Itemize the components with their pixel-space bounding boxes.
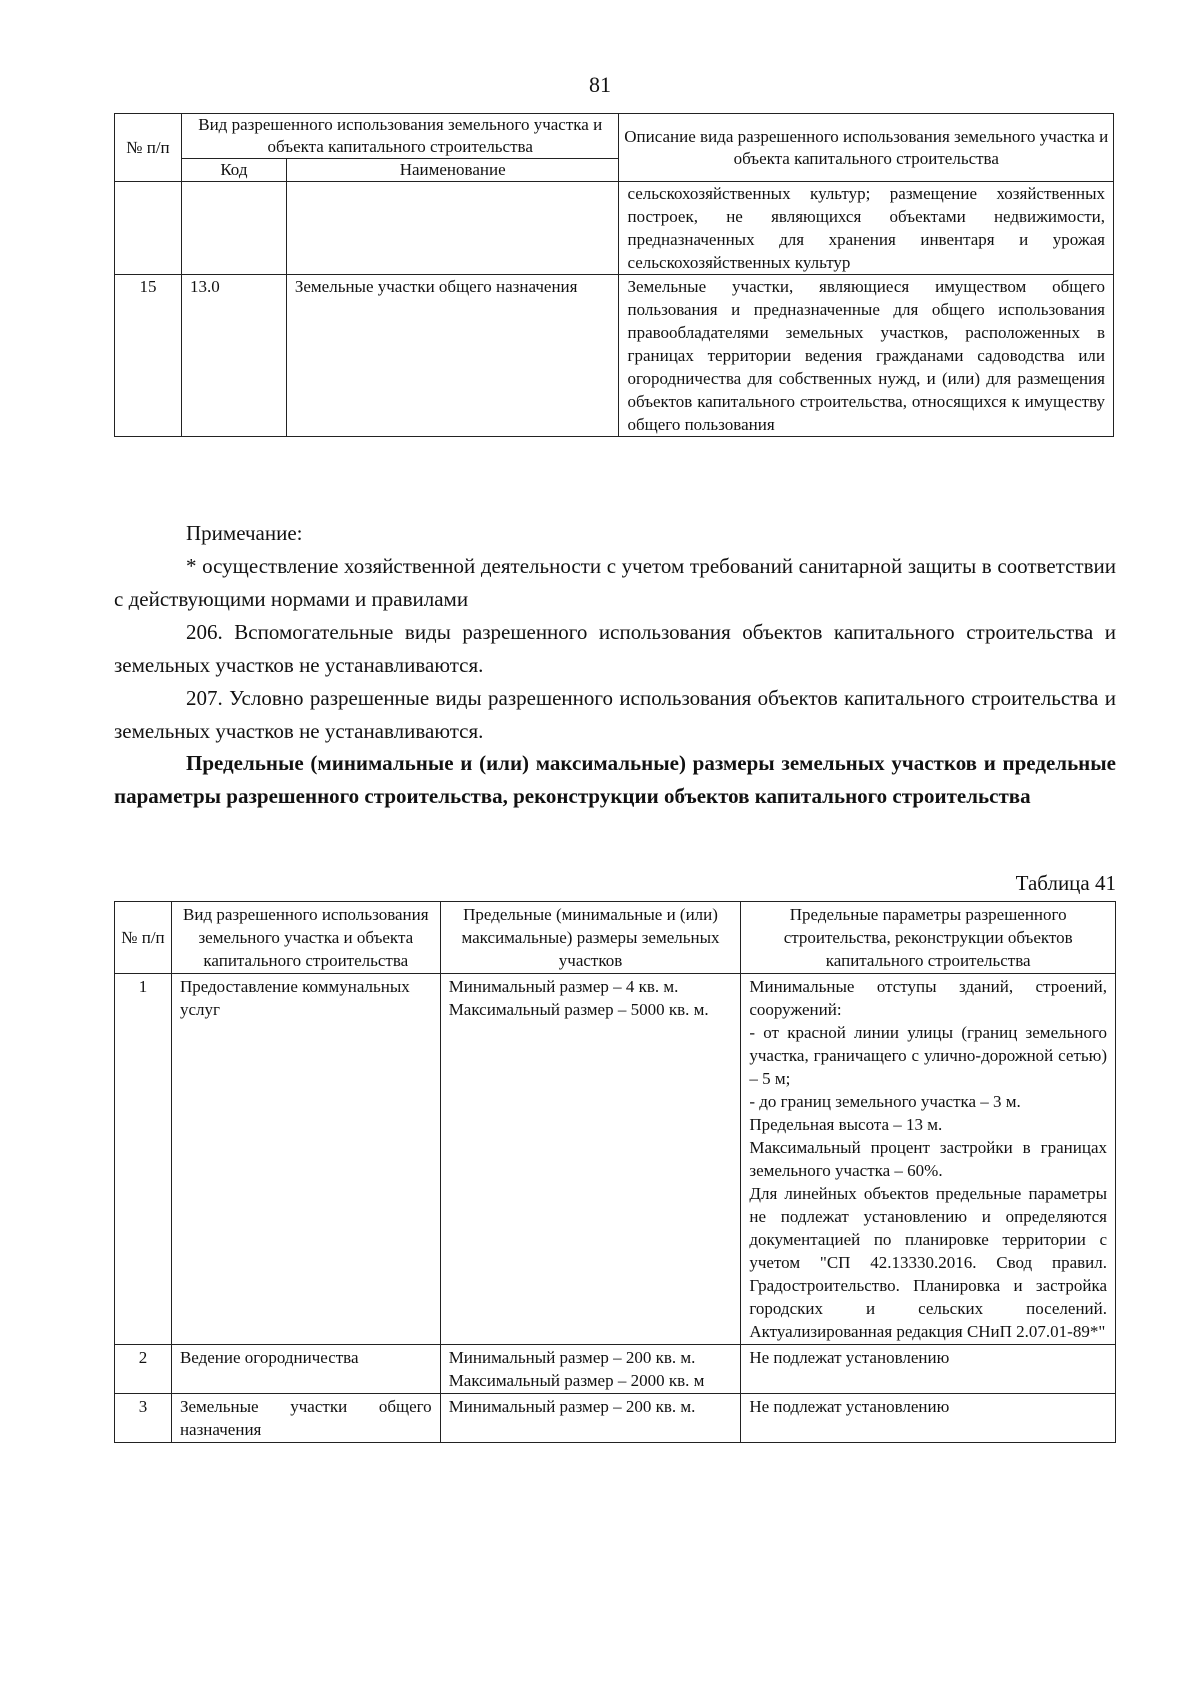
size-line: Минимальный размер – 200 кв. м.: [448, 1397, 696, 1416]
cell-params: [741, 1345, 1116, 1394]
cell-sizes: [440, 1345, 741, 1394]
header-sizes: Предельные (минимальные и (или) максимальные) размеры земельных участков: [440, 902, 741, 974]
param-line: Не подлежат установлению: [749, 1348, 950, 1367]
param-line: Предельная высота – 13 м.: [749, 1115, 943, 1134]
header-description: Описание вида разрешенного использования земельного участка и объекта капитального строительства: [619, 114, 1114, 182]
paragraph-207: 207. Условно разрешенные виды разрешенного использования объектов капитального строительства и земельных участков не устанавливаются.: [114, 686, 1116, 743]
cell-num: 15: [115, 275, 182, 437]
cell-params: [741, 974, 1116, 1345]
cell-params: [741, 1394, 1116, 1443]
cell-sizes: [440, 1394, 741, 1443]
note-text: * осуществление хозяйственной деятельности с учетом требований санитарной защиты в соответствии с действующими нормами и правилами: [114, 554, 1116, 611]
land-use-table: [114, 113, 1114, 437]
header-name: Наименование: [286, 159, 619, 182]
table-caption: Таблица 41: [1015, 871, 1116, 895]
cell-type: Земельные участки общего назначения: [171, 1394, 440, 1443]
note-label: Примечание:: [186, 521, 303, 545]
notes-section: [114, 517, 1116, 748]
table-row: [115, 182, 1114, 275]
header-num: № п/п: [115, 902, 172, 974]
header-type: Вид разрешенного использования земельного участка и объекта капитального строительства: [171, 902, 440, 974]
cell-name: Земельные участки общего назначения: [286, 275, 619, 437]
size-line: Максимальный размер – 2000 кв. м: [448, 1371, 705, 1390]
section-heading: Предельные (минимальные и (или) максимальные) размеры земельных участков и предельные параметры разрешенного строительства, реконструкции объектов капитального строительства: [114, 751, 1116, 808]
limits-table: [114, 901, 1116, 1443]
cell-num: 3: [115, 1394, 172, 1443]
header-params: Предельные параметры разрешенного строительства, реконструкции объектов капитального строительства: [741, 902, 1116, 974]
cell-description: сельскохозяйственных культур; размещение хозяйственных построек, не являющихся объектами недвижимости, предназначенных для хранения инвентаря и урожая сельскохозяйственных культур: [619, 182, 1114, 275]
size-line: Минимальный размер – 200 кв. м.: [448, 1348, 696, 1367]
paragraph-206: 206. Вспомогательные виды разрешенного использования объектов капитального строительства и земельных участков не устанавливаются.: [114, 620, 1116, 677]
header-code: Код: [181, 159, 286, 182]
page-number: 81: [589, 72, 611, 97]
cell-code: 13.0: [181, 275, 286, 437]
param-line: Не подлежат установлению: [749, 1397, 950, 1416]
cell-type: Ведение огородничества: [171, 1345, 440, 1394]
table-row: [115, 275, 1114, 437]
param-line: - от красной линии улицы (границ земельного участка, граничащего с улично-дорожной сетью) – 5 м;: [749, 1023, 1107, 1088]
cell-code: [181, 182, 286, 275]
cell-num: [115, 182, 182, 275]
table-row: [115, 1394, 1116, 1443]
size-line: Максимальный размер – 5000 кв. м.: [448, 1000, 709, 1019]
param-line: Для линейных объектов предельные параметры не подлежат установлению и определяются документацией по планировке территории с учетом "СП 42.13330.2016. Свод правил. Градостроительство. Планировка и застройка городских и сельских поселений. Актуализированная редакция СНиП 2.07.01-89*": [749, 1184, 1107, 1341]
cell-description: Земельные участки, являющиеся имуществом общего пользования и предназначенные для общего использования правообладателями земельных участков, расположенных в границах территории ведения гражданами садоводства или огородничества для собственных нужд, и (или) для размещения объектов капитального строительства, относящихся к имуществу общего пользования: [619, 275, 1114, 437]
cell-num: 1: [115, 974, 172, 1345]
table-row: [115, 974, 1116, 1345]
cell-num: 2: [115, 1345, 172, 1394]
table-row: [115, 1345, 1116, 1394]
header-num: № п/п: [115, 114, 182, 182]
header-type-group: Вид разрешенного использования земельного участка и объекта капитального строительства: [181, 114, 619, 159]
size-line: Минимальный размер – 4 кв. м.: [448, 977, 679, 996]
param-line: Минимальные отступы зданий, строений, сооружений:: [749, 977, 1107, 1019]
param-line: Максимальный процент застройки в границах земельного участка – 60%.: [749, 1138, 1107, 1180]
cell-type: Предоставление коммунальных услуг: [171, 974, 440, 1345]
cell-name: [286, 182, 619, 275]
param-line: - до границ земельного участка – 3 м.: [749, 1092, 1021, 1111]
cell-sizes: [440, 974, 741, 1345]
